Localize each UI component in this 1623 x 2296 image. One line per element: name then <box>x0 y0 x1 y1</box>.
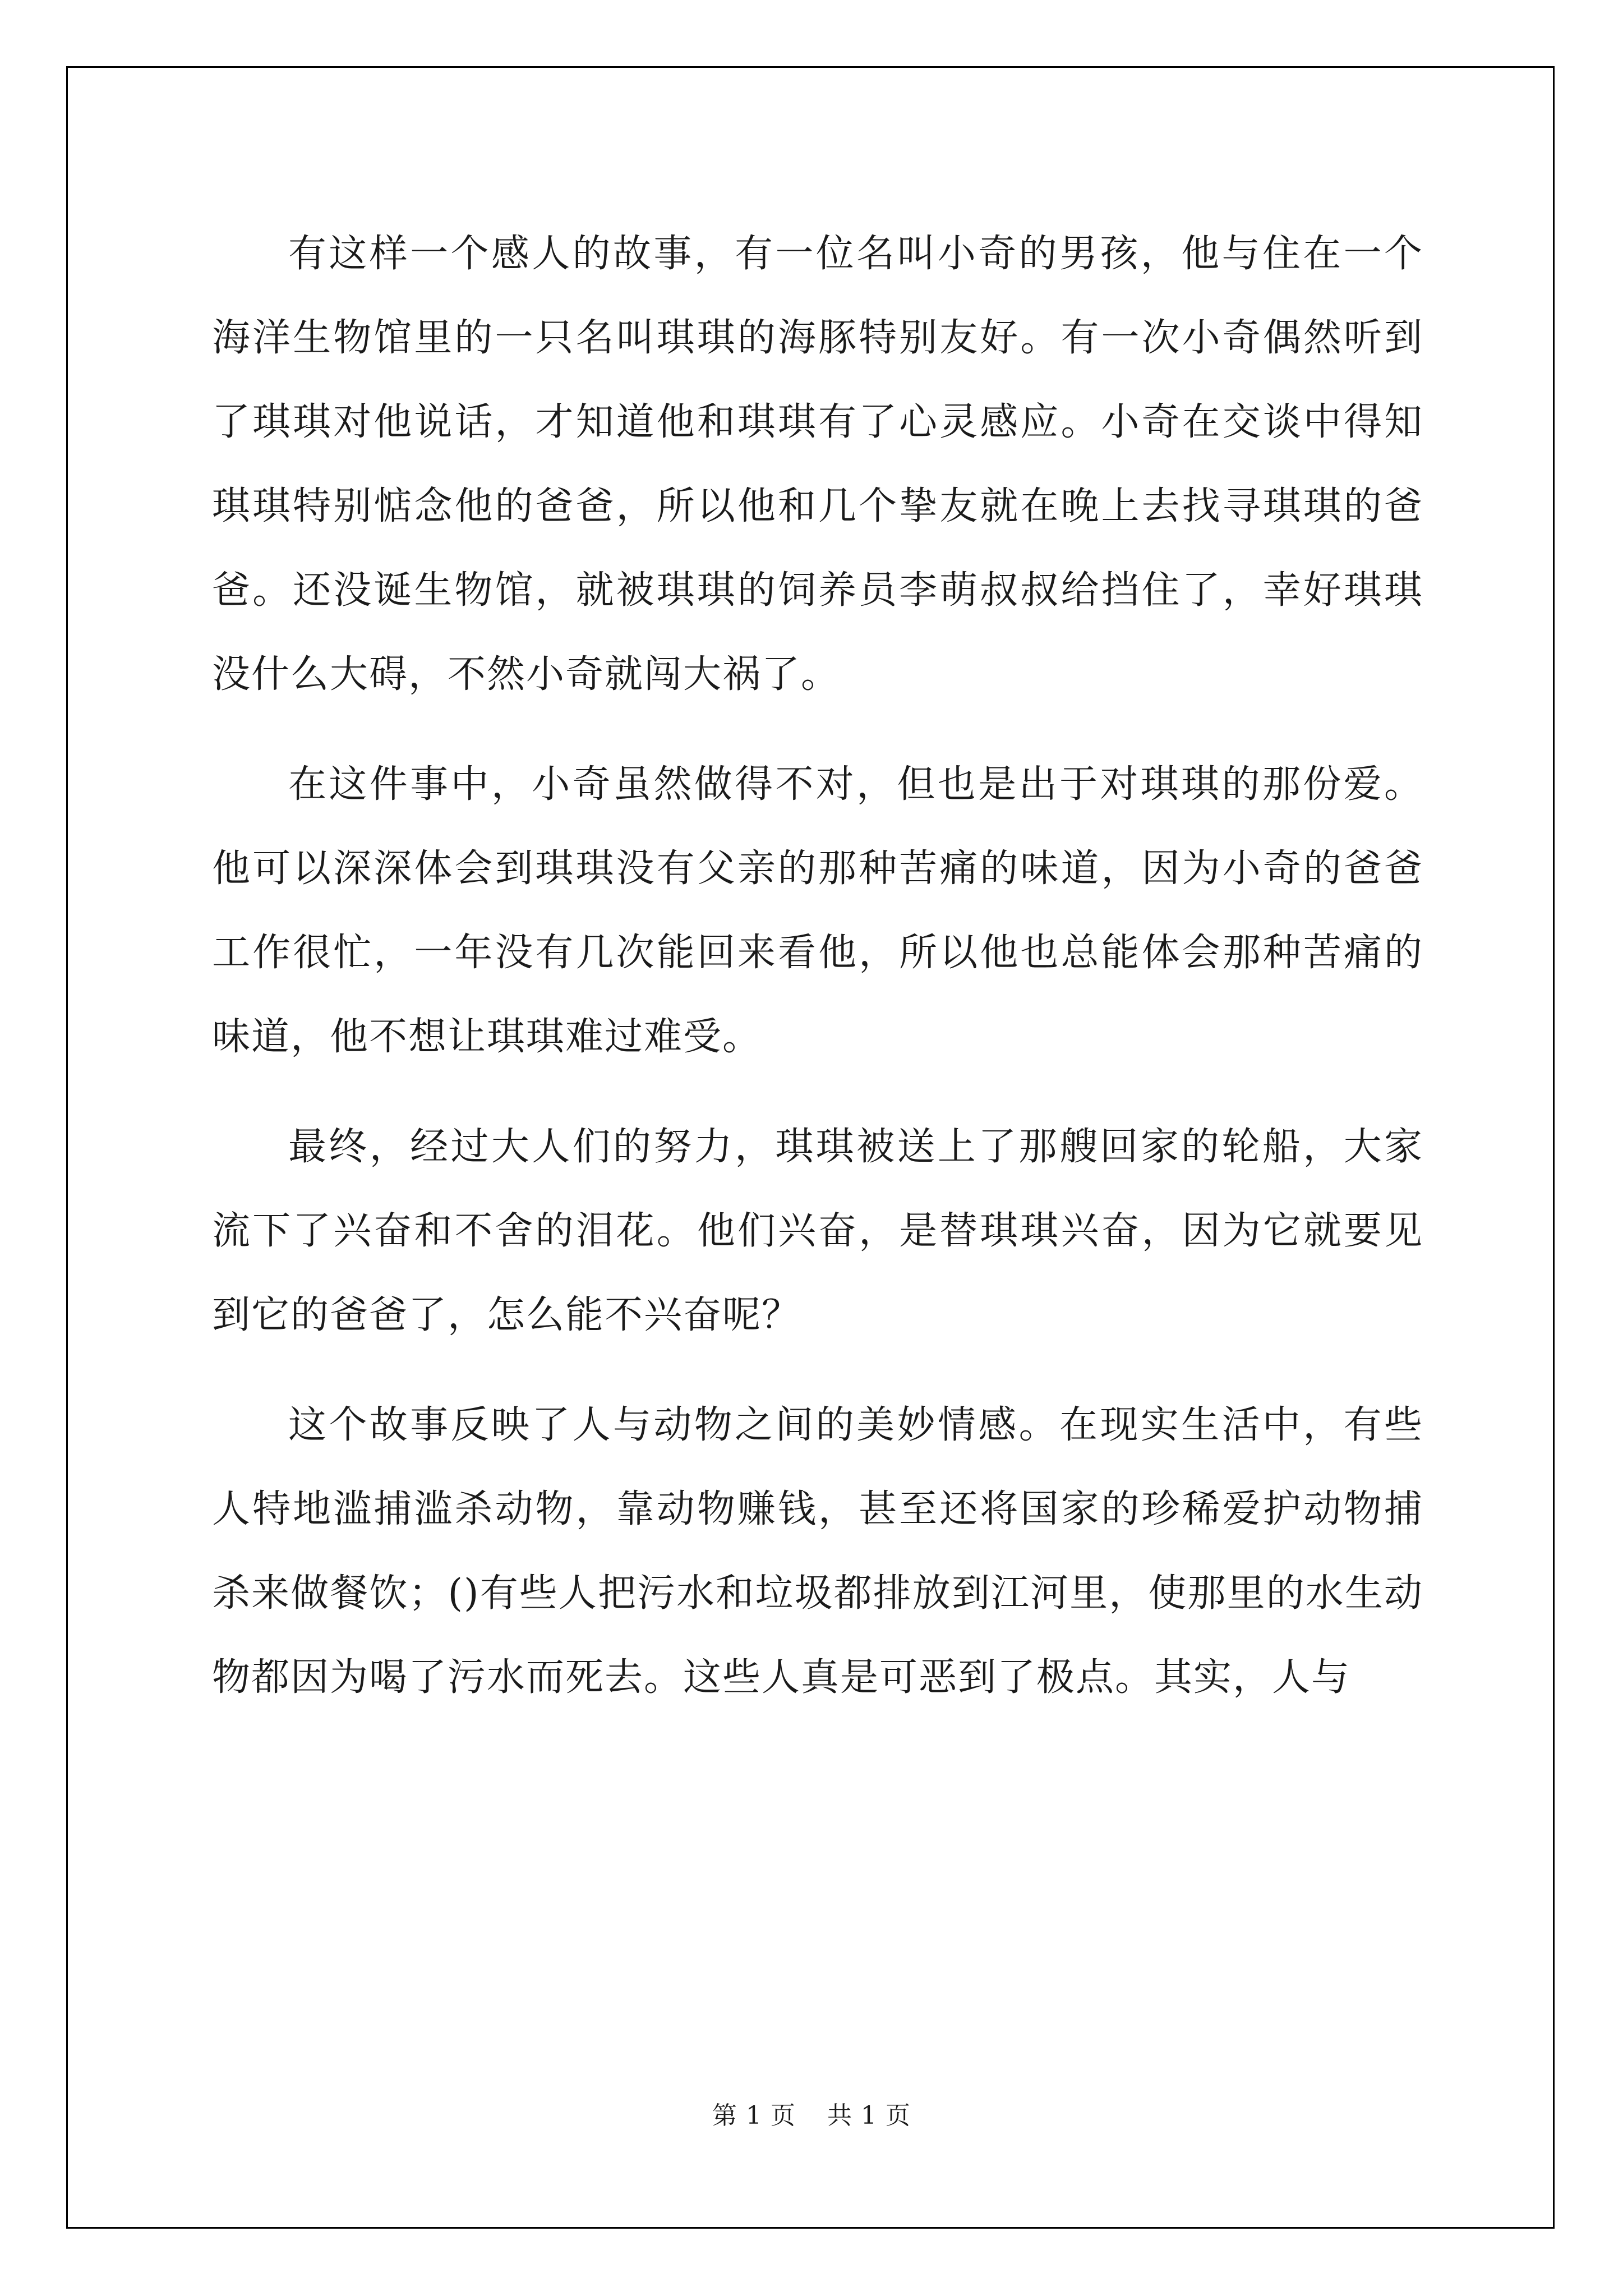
paragraph-4: 这个故事反映了人与动物之间的美妙情感。在现实生活中，有些人特地滥捕滥杀动物，靠动物赚钱，甚至还将国家的珍稀爱护动物捕杀来做餐饮；()有些人把污水和垃圾都排放到江河里，使那里的水生动物都因为喝了污水而死去。这些人真是可恶到了极点。其实，人与 <box>212 1403 1423 1700</box>
paragraph-3: 最终，经过大人们的努力，琪琪被送上了那艘回家的轮船，大家流下了兴奋和不舍的泪花。他们兴奋，是替琪琪兴奋，因为它就要见到它的爸爸了，怎么能不兴奋呢？ <box>212 1125 1423 1337</box>
paragraph-1: 有这样一个感人的故事，有一位名叫小奇的男孩，他与住在一个海洋生物馆里的一只名叫琪琪的海豚特别友好。有一次小奇偶然听到了琪琪对他说话，才知道他和琪琪有了心灵感应。小奇在交谈中得知琪琪特别惦念他的爸爸，所以他和几个挚友就在晚上去找寻琪琪的爸爸。还没诞生物馆，就被琪琪的饲养员李萌叔叔给挡住了，幸好琪琪没什么大碍，不然小奇就闯大祸了。 <box>212 232 1423 697</box>
page-total: 共 1 页 <box>827 2101 911 2130</box>
document-body <box>212 212 1423 1746</box>
page-number: 第 1 页 <box>712 2101 796 2130</box>
page-footer <box>0 2095 1623 2131</box>
paragraph-2: 在这件事中，小奇虽然做得不对，但也是出于对琪琪的那份爱。他可以深深体会到琪琪没有父亲的那种苦痛的味道，因为小奇的爸爸工作很忙，一年没有几次能回来看他，所以他也总能体会那种苦痛的味道，他不想让琪琪难过难受。 <box>212 762 1423 1059</box>
